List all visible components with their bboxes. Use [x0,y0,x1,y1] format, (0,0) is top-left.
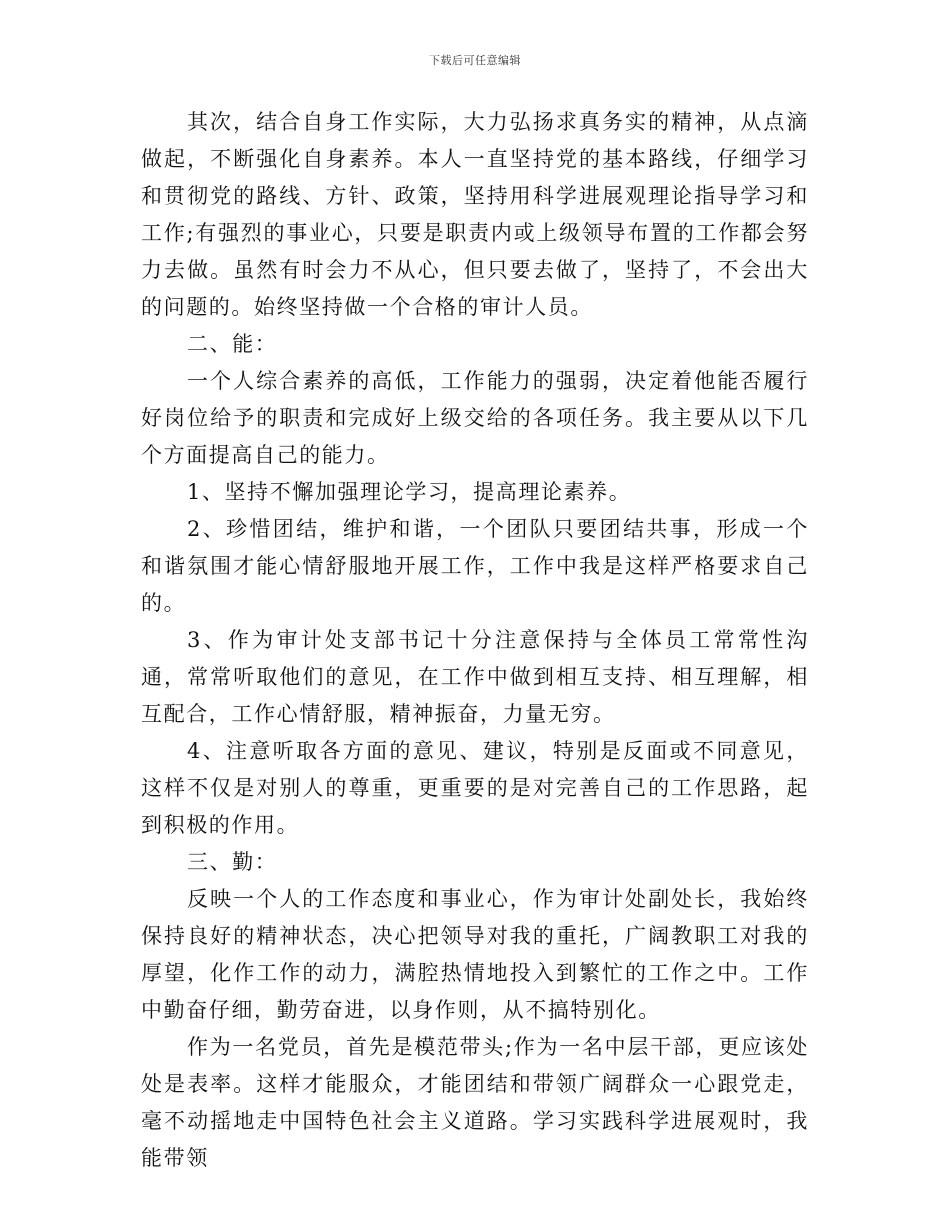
section-heading-diligence: 三、勤： [187,850,278,874]
list-item-4: 4、注意听取各方面的意见、建议，特别是反面或不同意见，这样不仅是对别人的尊重，更重要的是对完善自己的工作思路，起到积极的作用。 [141,739,809,837]
list-item-1: 1、坚持不懈加强理论学习，提高理论素养。 [187,480,632,504]
list-item-2: 2、珍惜团结，维护和谐，一个团队只要团结共事，形成一个和谐氛围才能心情舒服地开展工作，工作中我是这样严格要求自己的。 [141,517,809,615]
paragraph-party-member: 作为一名党员，首先是模范带头;作为一名中层干部，更应该处处是表率。这样才能服众，才能团结和带领广阔群众一心跟党走，毫不动摇地走中国特色社会主义道路。学习实践科学进展观时，我能带领 [141,1035,809,1170]
paragraph-conduct: 其次，结合自身工作实际，大力弘扬求真务实的精神，从点滴做起，不断强化自身素养。本人一直坚持党的基本路线，仔细学习和贯彻党的路线、方针、政策，坚持用科学进展观理论指导学习和工作;有强烈的事业心，只要是职责内或上级领导布置的工作都会努力去做。虽然有时会力不从心，但只要去做了，坚持了，不会出大的问题的。始终坚持做一个合格的审计人员。 [141,110,809,319]
page-header: 下载后可任意编辑 [429,54,521,67]
section-heading-ability: 二、能： [187,332,278,356]
paragraph-ability-intro: 一个人综合素养的高低，工作能力的强弱，决定着他能否履行好岗位给予的职责和完成好上级交给的各项任务。我主要从以下几个方面提高自己的能力。 [141,369,809,467]
list-item-3: 3、作为审计处支部书记十分注意保持与全体员工常常性沟通，常常听取他们的意见，在工作中做到相互支持、相互理解，相互配合，工作心情舒服，精神振奋，力量无穷。 [141,628,809,726]
document-body [141,104,809,1177]
paragraph-diligence: 反映一个人的工作态度和事业心，作为审计处副处长，我始终保持良好的精神状态，决心把领导对我的重托，广阔教职工对我的厚望，化作工作的动力，满腔热情地投入到繁忙的工作之中。工作中勤奋仔细，勤劳奋进，以身作则，从不搞特别化。 [141,887,809,1022]
